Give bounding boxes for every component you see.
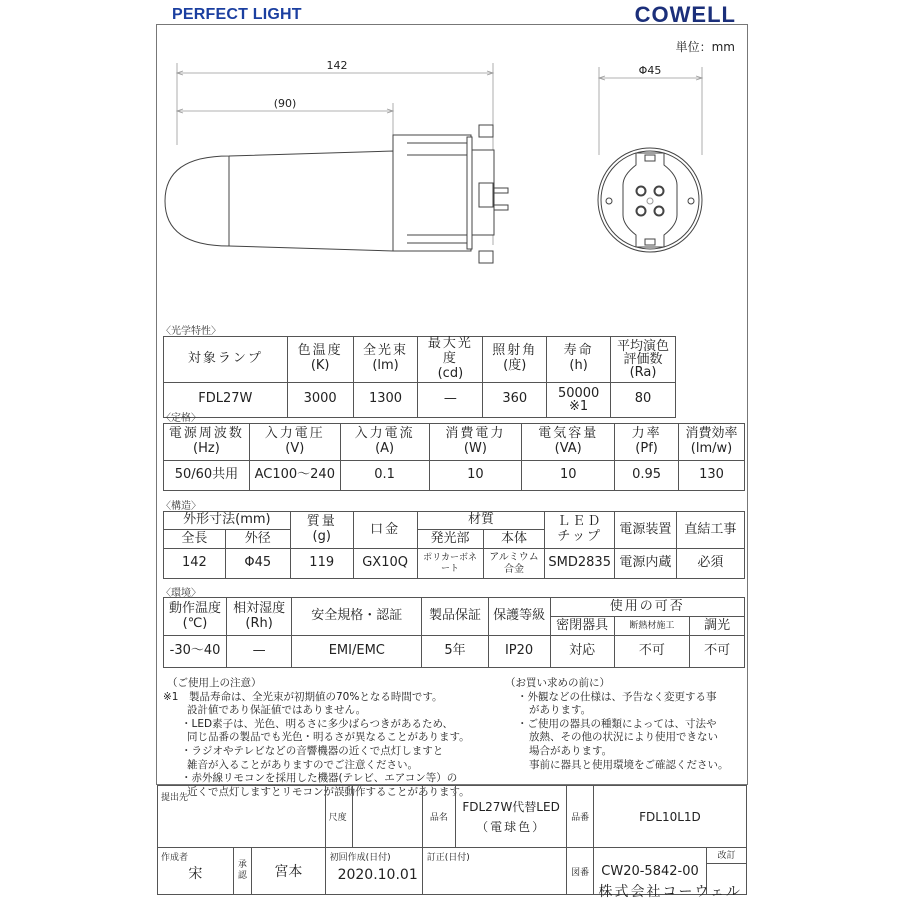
usage-note-line: 雑音が入ることがありますのでご注意ください。 (187, 758, 418, 771)
lamp-technical-drawing (157, 25, 747, 325)
header-capacity: 電気容量 (VA) (522, 424, 615, 461)
scale-value (352, 786, 422, 848)
header-luminous-flux: 全光束 (lm) (353, 337, 418, 383)
value-life: 50000 ※1 (547, 382, 611, 417)
value-safety: EMI/EMC (292, 636, 422, 668)
submit-to-cell (158, 786, 326, 848)
value-power: 10 (429, 461, 522, 491)
header-max-intensity: 最大光度 (cd) (418, 337, 483, 383)
value-emitting-material: ポリカーボネート (417, 549, 483, 579)
header-color-temp: 色温度 (K) (287, 337, 353, 383)
value-input-current: 0.1 (340, 461, 429, 491)
value-power-unit: 電源内蔵 (615, 549, 677, 579)
header-material: 材質 (417, 512, 545, 530)
header-frequency: 電源周波数 (Hz) (164, 424, 250, 461)
header-usability: 使用の可否 (550, 598, 744, 617)
approval-value: 宮本 (252, 848, 325, 895)
header-cri: 平均演色 評価数 (Ra) (611, 337, 676, 383)
header-power: 消費電力 (W) (429, 424, 522, 461)
header-input-current: 入力電流 (A) (340, 424, 429, 461)
header-emitting-part: 発光部 (417, 530, 483, 549)
value-humidity: — (227, 636, 292, 668)
section-label-environment: 〈環境〉 (161, 588, 201, 599)
header-direct-wiring: 直結工事 (676, 512, 744, 549)
revision-date-label: 訂正(日付) (426, 853, 470, 863)
value-frequency: 50/60共用 (164, 461, 250, 491)
dim-phi45: Φ45 (638, 64, 662, 77)
author-cell (158, 848, 234, 895)
purchase-notes-title: （お買い求めの前に） (505, 677, 610, 689)
header-input-voltage: 入力電圧 (V) (249, 424, 340, 461)
value-sealed: 対応 (550, 636, 614, 668)
value-op-temp: -30～40 (164, 636, 227, 668)
header-insulation: 断熱材施工 (614, 617, 689, 636)
submit-to-label: 提出先 (161, 793, 189, 803)
value-body-material: アルミウム合金 (483, 549, 545, 579)
value-cri: 80 (611, 382, 676, 417)
dim-90: (90) (273, 97, 297, 110)
value-power-factor: 0.95 (615, 461, 679, 491)
usage-note-line: 設計値であり保証値ではありません。 (187, 704, 367, 717)
value-protection: IP20 (488, 636, 550, 668)
author-label: 作成者 (161, 853, 189, 863)
unit-label: 単位：mm (675, 40, 735, 54)
approval-label: 承 認 (233, 848, 251, 895)
usage-note-line: ・赤外線リモコンを採用した機器(テレビ、エアコン等）の (181, 772, 458, 785)
value-warranty: 5年 (422, 636, 488, 668)
header-power-unit: 電源装置 (615, 512, 677, 549)
header-total-length: 全長 (164, 530, 226, 549)
header-efficiency: 消費効率 (lm/w) (679, 424, 745, 461)
usage-note-line: ※1 製品寿命は、全光束が初期値の70%となる時間です。 (163, 690, 443, 703)
purchase-note-line: ・ご使用の器具の種類によっては、寸法や (517, 717, 717, 730)
section-label-optical: 〈光学特性〉 (161, 326, 221, 337)
value-insulation: 不可 (614, 636, 689, 668)
value-input-voltage: AC100～240 (249, 461, 340, 491)
value-lamp: FDL27W (164, 382, 288, 417)
drawing-no-value: CW20-5842-00 (593, 848, 706, 895)
header-outer-diameter: 外径 (225, 530, 290, 549)
header-led-chip: ＬＥＤ チップ (545, 512, 615, 549)
header-sealed: 密閉器具 (550, 617, 614, 636)
environment-table (163, 597, 745, 668)
usage-notes-title: （ご使用上の注意） (167, 677, 262, 689)
header-body: 本体 (483, 530, 545, 549)
product-no-value: FDL10L1D (593, 786, 746, 848)
value-outer-diameter: Φ45 (225, 549, 290, 579)
value-total-length: 142 (164, 549, 226, 579)
usage-note-line: ・LED素子は、光色、明るさに多少ばらつきがあるため、 (181, 717, 454, 730)
usage-note-line: 近くで点灯しますとリモコンが誤動作することがあります。 (187, 785, 470, 798)
first-created-cell (325, 848, 422, 895)
revision-date-cell (422, 848, 567, 895)
usage-note-line: ・ラジオやテレビなどの音響機器の近くで点灯しますと (181, 744, 444, 757)
value-luminous-flux: 1300 (353, 382, 418, 417)
header-life: 寿命 (h) (547, 337, 611, 383)
author-value: 宋 (188, 866, 203, 882)
purchase-note-line: ・外観などの仕様は、予告なく変更する事 (517, 690, 717, 703)
drawing-no-label: 図番 (567, 848, 594, 895)
header-lamp: 対象ランプ (164, 337, 288, 383)
value-beam-angle: 360 (483, 382, 547, 417)
value-max-intensity: — (418, 382, 483, 417)
product-no-label: 品番 (567, 786, 594, 848)
header-dimensions: 外形寸法(mm) (164, 512, 291, 530)
purchase-note-line: 放熱、その他の状況により使用できない (529, 731, 718, 744)
product-name-value: FDL27W代替LED （電球色） (455, 786, 566, 848)
section-label-rating: 〈定格〉 (161, 413, 201, 424)
product-name-label: 品名 (422, 786, 455, 848)
spec-sheet (156, 24, 748, 883)
company-name: 株式会社コーウェル (598, 884, 742, 900)
first-created-value: 2020.10.01 (337, 867, 418, 883)
first-created-label: 初回作成(日付) (329, 853, 391, 863)
usage-note-line: 同じ品番の製品でも光色・明るさが異なることがあります。 (187, 731, 470, 744)
value-led-chip: SMD2835 (545, 549, 615, 579)
value-mass: 119 (290, 549, 353, 579)
header-humidity: 相対湿度 (Rh) (227, 598, 292, 636)
purchase-notes (505, 677, 745, 772)
title-block (157, 785, 747, 895)
header-beam-angle: 照射角 (度) (483, 337, 547, 383)
header-protection: 保護等級 (488, 598, 550, 636)
header-op-temp: 動作温度 (℃) (164, 598, 227, 636)
value-color-temp: 3000 (287, 382, 353, 417)
revision-label: 改訂 (707, 848, 746, 864)
usage-notes (163, 677, 503, 799)
optical-table (163, 336, 676, 418)
dim-142: 142 (326, 59, 348, 72)
brand-logo-perfect-light: PERFECT LIGHT (172, 6, 302, 23)
brand-logo-cowell: COWELL (634, 2, 736, 27)
section-label-structure: 〈構造〉 (161, 501, 201, 512)
value-dimming: 不可 (690, 636, 745, 668)
value-efficiency: 130 (679, 461, 745, 491)
header-safety: 安全規格・認証 (292, 598, 422, 636)
header-mass: 質量 (g) (290, 512, 353, 549)
value-capacity: 10 (522, 461, 615, 491)
value-base: GX10Q (353, 549, 417, 579)
header-power-factor: 力率 (Pf) (615, 424, 679, 461)
purchase-note-line: があります。 (529, 704, 592, 717)
scale-label: 尺度 (325, 786, 352, 848)
header-warranty: 製品保証 (422, 598, 488, 636)
header-dimming: 調光 (690, 617, 745, 636)
structure-table (163, 511, 745, 579)
header-base: 口金 (353, 512, 417, 549)
rating-table (163, 423, 745, 491)
purchase-note-line: 事前に器具と使用環境をご確認ください。 (529, 758, 729, 771)
purchase-note-line: 場合があります。 (529, 744, 613, 757)
value-direct-wiring: 必須 (676, 549, 744, 579)
